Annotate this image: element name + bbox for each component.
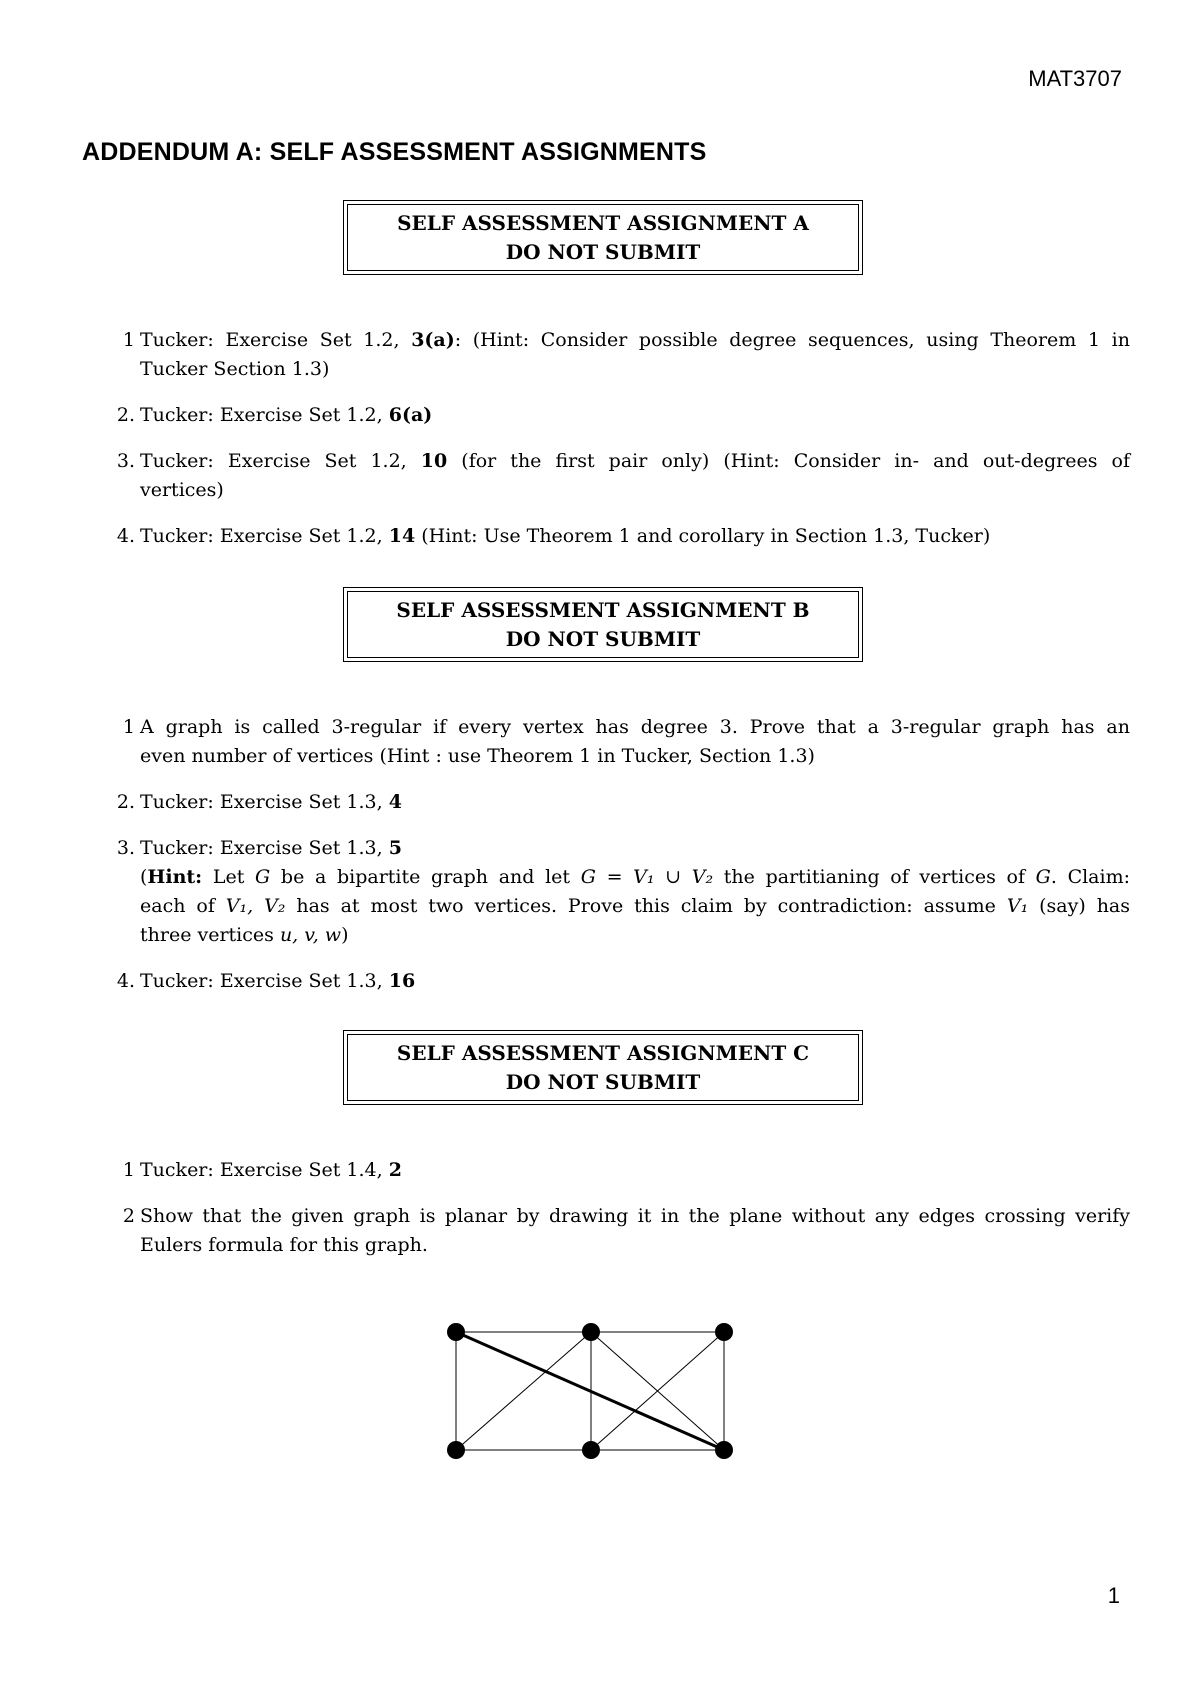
assignment-b-header-box	[343, 587, 863, 662]
assignment-a-title: SELF ASSESSMENT ASSIGNMENT A	[397, 211, 809, 235]
item-number: 4.	[116, 970, 135, 992]
hint-line-2: each of V₁, V₂ has at most two vertices. Prove this claim by contradiction: assume V₁ (say) has	[140, 895, 1131, 917]
assignment-a-header-box	[343, 200, 863, 275]
exercise-number: 16	[388, 970, 416, 992]
assignment-a-subtitle: DO NOT SUBMIT	[505, 240, 701, 264]
item-number: 2.	[116, 791, 135, 813]
exercise-number: 4	[388, 791, 402, 813]
exercise-number: 14	[388, 525, 416, 547]
list-item: 3. Tucker: Exercise Set 1.3, 5 (Hint: Let G be a bipartite graph and let G = V₁ ∪ V₂ the partitianing of vertices of G. Claim: each of V₁, V₂ has at most two vertices. Prove this claim by contradiction: assume V₁ (say) has three vertices u, v, w)	[105, 834, 1130, 950]
graph-edge-v2-v4	[456, 1332, 591, 1450]
exercise-number: 6(a)	[388, 404, 433, 426]
planar-graph-figure	[430, 1310, 760, 1470]
graph-edges	[456, 1332, 724, 1450]
assignment-c-header-box	[343, 1030, 863, 1105]
list-item: 4. Tucker: Exercise Set 1.3, 16	[105, 967, 1130, 996]
list-item: 3. Tucker: Exercise Set 1.2, 10 (for the first pair only) (Hint: Consider in- and out-degrees of vertices)	[105, 447, 1130, 505]
hint-label: Hint:	[147, 866, 203, 888]
assignment-a-list	[105, 326, 1130, 568]
item-number: 3.	[116, 450, 135, 472]
list-item: 4. Tucker: Exercise Set 1.2, 14 (Hint: Use Theorem 1 and corollary in Section 1.3, Tucker)	[105, 522, 1130, 551]
item-number: 4.	[116, 525, 135, 547]
list-item: 2. Tucker: Exercise Set 1.2, 6(a)	[105, 401, 1130, 430]
item-number: 1	[122, 1159, 135, 1181]
course-code: MAT3707	[1028, 66, 1122, 91]
graph-vertex-v4	[447, 1441, 465, 1459]
assignment-c-subtitle: DO NOT SUBMIT	[505, 1070, 701, 1094]
assignment-c-title: SELF ASSESSMENT ASSIGNMENT C	[396, 1041, 810, 1065]
graph-vertex-v6	[715, 1441, 733, 1459]
assignment-b-subtitle: DO NOT SUBMIT	[505, 627, 701, 651]
assignment-c-list	[105, 1156, 1130, 1277]
assignment-b-title: SELF ASSESSMENT ASSIGNMENT B	[396, 598, 810, 622]
list-item: 1 A graph is called 3-regular if every vertex has degree 3. Prove that a 3-regular graph has an even number of vertices (Hint : use Theorem 1 in Tucker, Section 1.3)	[105, 713, 1130, 771]
list-item: 1 Tucker: Exercise Set 1.2, 3(a): (Hint: Consider possible degree sequences, using Theorem 1 in Tucker Section 1.3)	[105, 326, 1130, 384]
graph-vertex-v5	[582, 1441, 600, 1459]
partition-equation: G = V₁ ∪ V₂	[580, 866, 714, 888]
exercise-number: 2	[388, 1159, 402, 1181]
graph-vertex-v3	[715, 1323, 733, 1341]
graph-edge-v1-v6	[456, 1332, 724, 1450]
exercise-number: 5	[388, 837, 402, 859]
item-number: 1	[122, 716, 135, 738]
assignment-b-list	[105, 713, 1130, 1013]
item-number: 2	[122, 1205, 135, 1227]
list-item: 2 Show that the given graph is planar by drawing it in the plane without any edges crossing verify Eulers formula for this graph.	[105, 1202, 1130, 1260]
hint-line-3: three vertices u, v, w)	[140, 924, 349, 946]
item-number: 3.	[116, 837, 135, 859]
page-number: 1	[1107, 1583, 1120, 1608]
graph-vertex-v1	[447, 1323, 465, 1341]
item-number: 1	[122, 329, 135, 351]
list-item: 2. Tucker: Exercise Set 1.3, 4	[105, 788, 1130, 817]
hint-line-1: (Hint: Let G be a bipartite graph and let G = V₁ ∪ V₂ the partitianing of vertices of G. Claim:	[140, 866, 1131, 888]
exercise-number: 3(a)	[411, 329, 455, 351]
item-number: 2.	[116, 404, 135, 426]
list-item: 1 Tucker: Exercise Set 1.4, 2	[105, 1156, 1130, 1185]
exercise-number: 10	[420, 450, 448, 472]
addendum-title: ADDENDUM A: SELF ASSESSMENT ASSIGNMENTS	[82, 138, 707, 166]
graph-vertex-v2	[582, 1323, 600, 1341]
